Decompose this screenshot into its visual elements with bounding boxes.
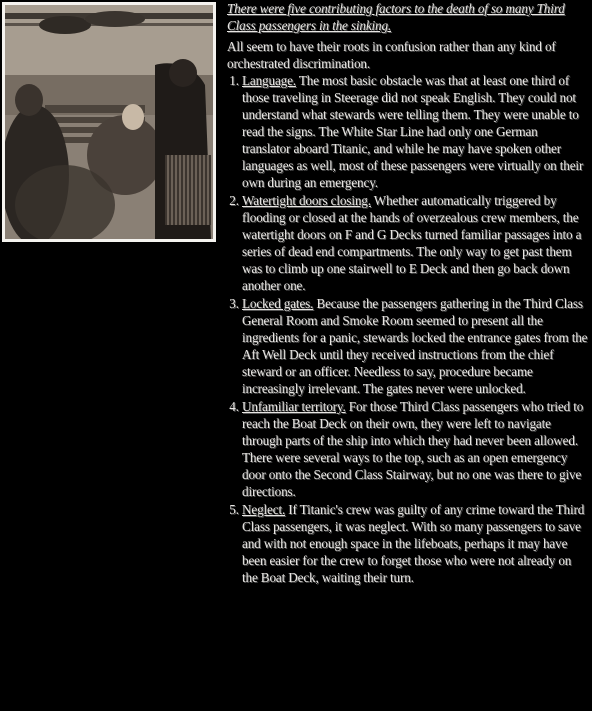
cause-text: The most basic obstacle was that at least one third of those traveling in Steerage did not speak English. They could not understand what stewards were telling them. They were unable to read the signs. The White Star Line had only one German translator aboard Titanic, and while he may have spoken other languages as well, most of these passengers were virtually on their own during an emergency. [242,73,584,190]
cause-term: Watertight doors closing. [242,193,371,208]
cause-text: For those Third Class passengers who tried to reach the Boat Deck on their own, they were left to navigate through parts of the ship into which they had never been allowed. There were several ways to the top, such as an open emergency door onto the Second Class Stairway, but no one was there to give directions. [242,399,584,499]
article-content [227,0,589,587]
cause-term: Language. [242,73,296,88]
list-item [242,295,589,397]
heading: There were five contributing factors to the death of so many Third Class passengers in the sinking. [227,1,565,33]
cause-term: Neglect. [242,502,286,517]
intro-paragraph: All seem to have their roots in confusion rather than any kind of orchestrated discrimination. [227,39,556,71]
cause-text: If Titanic's crew was guilty of any crime toward the Third Class passengers, it was neglect. With so many passengers to save and with not enough space in the lifeboats, perhaps it may have been easier for the crew to forget those who were not already on the Boat Deck, waiting their turn. [242,502,585,585]
list-item [242,398,589,500]
list-item [242,72,589,191]
cause-term: Unfamiliar territory. [242,399,346,414]
cause-text: Whether automatically triggered by flooding or closed at the hands of overzealous crew members, the watertight doors on F and G Decks turned familiar passages into a series of dead end compartments. The only way to get past them was to climb up one stairwell to E Deck and then go back down another one. [242,193,582,293]
cause-term: Locked gates. [242,296,314,311]
causes-list [227,72,589,586]
photo-frame [2,2,216,242]
list-item [242,192,589,294]
photo-illustration [5,5,213,239]
cause-text: Because the passengers gathering in the Third Class General Room and Smoke Room seemed to present all the ingredients for a panic, stewards locked the entrance gates from the Aft Well Deck until they received instructions from the chief steward or an officer. Needless to say, procedure became increasingly irrelevant. The gates never were unlocked. [242,296,588,396]
list-item [242,501,589,586]
steerage-passengers-photo [5,5,213,239]
